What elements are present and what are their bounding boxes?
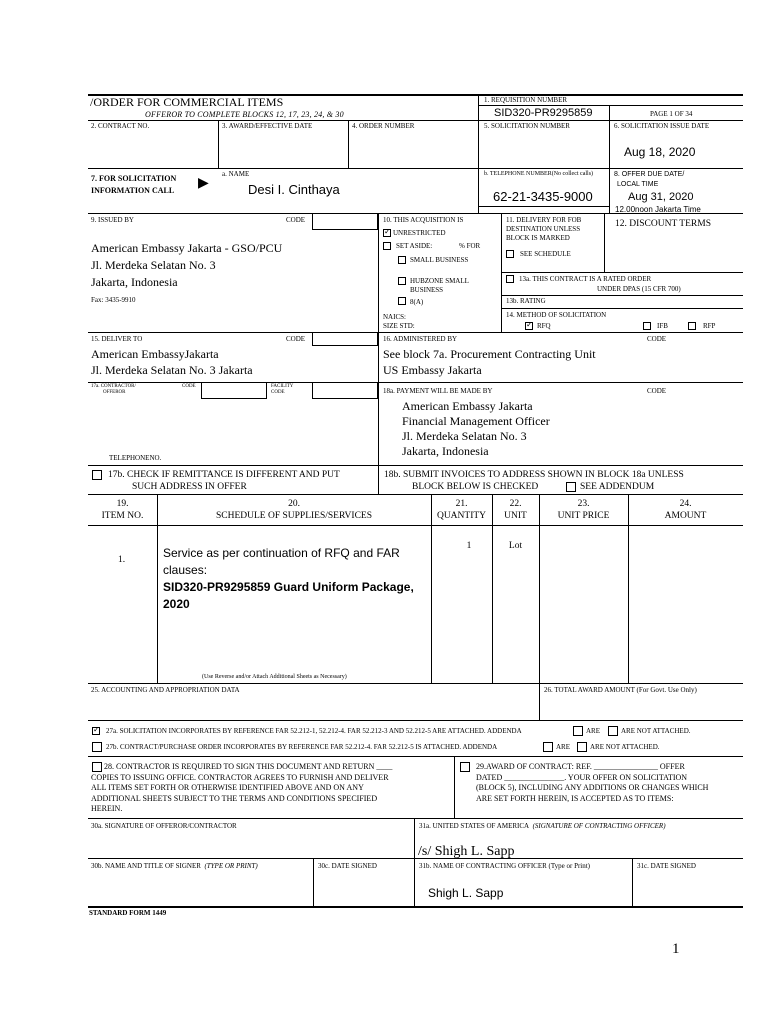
hubzone-label: HUBZONE SMALL BUSINESS <box>410 277 469 294</box>
payment-line-3: Jl. Merdeka Selatan No. 3 <box>402 429 527 443</box>
offer-due-date: Aug 31, 2020 <box>628 191 694 203</box>
b29-line-3: (BLOCK 5), INCLUDING ANY ADDITIONS OR CHANGES WHICH <box>476 783 709 792</box>
b16-label: 16. ADMINISTERED BY <box>383 335 458 343</box>
b7a-label: a. NAME <box>222 170 250 178</box>
b14-label: 14. METHOD OF SOLICITATION <box>506 311 607 319</box>
b15-code-box <box>312 332 378 346</box>
offer-due-time: 12.00noon Jakarta Time <box>615 205 701 214</box>
arrow-right-icon: ▶ <box>198 176 209 191</box>
b27a-not: ARE NOT ATTACHED. <box>621 727 691 735</box>
col-quantity: 21. QUANTITY <box>436 499 487 521</box>
b17b-line-1: 17b. CHECK IF REMITTANCE IS DIFFERENT AND PUT <box>108 470 340 480</box>
form-subtitle: OFFEROR TO COMPLETE BLOCKS 12, 17, 23, 24, & 30 <box>145 110 344 119</box>
b30a-label: 30a. SIGNATURE OF OFFEROR/CONTRACTOR <box>91 822 237 830</box>
b5-label: 5. SOLICITATION NUMBER <box>484 122 570 130</box>
contact-name: Desi I. Cinthaya <box>248 182 340 197</box>
issuer-line-2: Jl. Merdeka Selatan No. 3 <box>91 258 216 272</box>
use-reverse-note: (Use Reverse and/or Attach Additional Sheets as Necessary) <box>202 674 347 680</box>
facility-label-2: CODE <box>271 390 285 395</box>
b27b-checkbox[interactable] <box>92 742 102 752</box>
b29-checkbox[interactable] <box>460 762 470 772</box>
item-unit: Lot <box>508 541 523 551</box>
b29-line-4: ARE SET FORTH HEREIN, IS ACCEPTED AS TO ITEMS: <box>476 793 674 803</box>
size-std-label: SIZE STD: <box>383 322 415 330</box>
b31a-label: 31a. UNITED STATES OF AMERICA (SIGNATURE OF CONTRACTING OFFICER) <box>419 822 666 830</box>
rfq-checkbox[interactable] <box>525 322 533 330</box>
b29-line-2: DATED _______________. YOUR OFFER ON SOLICITATION <box>476 772 688 782</box>
b15-code-label: CODE <box>286 335 306 343</box>
b13a-label-2: UNDER DPAS (15 CFR 700) <box>597 285 681 293</box>
b27a-not-checkbox[interactable] <box>608 726 618 736</box>
administered-line-2: US Embassy Jakarta <box>383 363 482 377</box>
facility-code-box <box>312 382 378 399</box>
form-number: STANDARD FORM 1449 <box>89 909 167 917</box>
page-of: PAGE 1 OF 34 <box>650 110 693 118</box>
b27b-not-checkbox[interactable] <box>577 742 587 752</box>
b17a-code-label: CODE <box>182 384 196 389</box>
b27b-are: ARE <box>556 743 570 751</box>
rated-order-checkbox[interactable] <box>506 275 514 283</box>
b3-label: 3. AWARD/EFFECTIVE DATE <box>222 122 313 130</box>
b11-label: 11. DELIVERY FOR FOB DESTINATION UNLESS BLOCK IS MARKED <box>506 216 582 242</box>
b18a-code-label: CODE <box>647 387 667 395</box>
unrestricted-checkbox[interactable] <box>383 229 391 237</box>
b25-label: 25. ACCOUNTING AND APPROPRIATION DATA <box>91 686 240 694</box>
form-title: /ORDER FOR COMMERCIAL ITEMS <box>90 95 284 109</box>
deliver-to-line-1: American EmbassyJakarta <box>91 347 219 361</box>
issuer-line-3: Jakarta, Indonesia <box>91 275 178 289</box>
b8-label2: LOCAL TIME <box>617 181 659 188</box>
facility-label-1: FACILITY <box>271 384 294 389</box>
col-schedule: 20. SCHEDULE OF SUPPLIES/SERVICES <box>215 499 373 521</box>
small-business-checkbox[interactable] <box>398 256 406 264</box>
b30b-label: 30b. NAME AND TITLE OF SIGNER (TYPE OR PRINT) <box>91 862 258 870</box>
b27a-are-checkbox[interactable] <box>573 726 583 736</box>
b8-label1: 8. OFFER DUE DATE/ <box>614 171 685 178</box>
b31c-label: 31c. DATE SIGNED <box>637 862 696 870</box>
unrestricted-label: UNRESTRICTED <box>393 229 446 237</box>
b29-line-1: 29.AWARD OF CONTRACT: REF. ________________ OFFER <box>476 762 685 771</box>
b7b-label: b. TELEPHONE NUMBER(No collect calls) <box>484 171 594 177</box>
b27b-text: 27b. CONTRACT/PURCHASE ORDER INCORPORATES BY REFERENCE FAR 52.212-4. FAR 52.212-5 IS ATTACHED. ADDENDA <box>106 743 498 751</box>
col-item-no: 19. ITEM NO. <box>101 499 144 521</box>
b2-label: 2. CONTRACT NO. <box>91 122 150 130</box>
b27b-not: ARE NOT ATTACHED. <box>590 743 660 751</box>
administered-line-1: See block 7a. Procurement Contracting Unit <box>383 347 596 361</box>
b17b-line-2: SUCH ADDRESS IN OFFER <box>132 482 247 492</box>
b4-label: 4. ORDER NUMBER <box>352 122 415 130</box>
contracting-officer-name: Shigh L. Sapp <box>428 886 504 900</box>
ifb-checkbox[interactable] <box>643 322 651 330</box>
b28-line-1: 28. CONTRACTOR IS REQUIRED TO SIGN THIS DOCUMENT AND RETURN ____ <box>104 762 393 771</box>
b27a-checkbox[interactable] <box>92 727 100 735</box>
b31b-label: 31b. NAME OF CONTRACTING OFFICER (Type or Print) <box>419 862 591 870</box>
issuer-line-1: American Embassy Jakarta - GSO/PCU <box>91 241 283 255</box>
set-aside-checkbox[interactable] <box>383 242 391 250</box>
payment-line-1: American Embassy Jakarta <box>402 399 533 413</box>
see-schedule-label: SEE SCHEDULE <box>520 250 571 258</box>
b28-line-2: COPIES TO ISSUING OFFICE. CONTRACTOR AGREES TO FURNISH AND DELIVER <box>91 772 389 782</box>
b18a-label: 18a. PAYMENT WILL BE MADE BY <box>383 387 493 395</box>
b6-label: 6. SOLICITATION ISSUE DATE <box>614 122 710 130</box>
see-addendum-checkbox[interactable] <box>566 482 576 492</box>
remittance-checkbox[interactable] <box>92 470 102 480</box>
b28-line-4: ADDITIONAL SHEETS SUBJECT TO THE TERMS AND CONDITIONS SPECIFIED <box>91 793 378 803</box>
officer-signature: /s/ Shigh L. Sapp <box>418 844 515 859</box>
payment-line-2: Financial Management Officer <box>402 414 550 428</box>
b17a-code-box <box>201 382 267 399</box>
b18b-line-1: 18b. SUBMIT INVOICES TO ADDRESS SHOWN IN BLOCK 18a UNLESS <box>384 470 684 480</box>
b16-code-label: CODE <box>647 335 667 343</box>
payment-line-4: Jakarta, Indonesia <box>402 444 489 458</box>
b18b-line-2: BLOCK BELOW IS CHECKED <box>412 482 539 492</box>
b12-label: 12. DISCOUNT TERMS <box>615 219 711 229</box>
b9-code-box <box>312 213 378 230</box>
rfp-label: RFP <box>703 322 716 330</box>
col-unit-price: 23. UNIT PRICE <box>557 499 610 521</box>
b28-line-3: ALL ITEMS SET FORTH OR OTHERWISE IDENTIFIED ABOVE AND ON ANY <box>91 783 364 792</box>
b13a-label: 13a. THIS CONTRACT IS A RATED ORDER <box>519 275 652 283</box>
naics-label: NAICS: <box>383 313 406 321</box>
see-addendum-label: SEE ADDENDUM <box>580 482 655 492</box>
eight-a-checkbox[interactable] <box>398 297 406 305</box>
eight-a-label: 8(A) <box>410 298 424 306</box>
b27a-are: ARE <box>586 727 600 735</box>
b9-code-label: CODE <box>286 216 306 224</box>
set-aside-label: SET ASIDE: <box>396 242 433 250</box>
telephone-label: TELEPHONENO. <box>109 454 162 462</box>
b15-label: 15. DELIVER TO <box>91 335 143 343</box>
pct-for-label: % FOR <box>459 242 481 250</box>
b28-checkbox[interactable] <box>92 762 102 772</box>
b26-label: 26. TOTAL AWARD AMOUNT (For Govt. Use Only) <box>544 686 697 694</box>
b30c-label: 30c. DATE SIGNED <box>318 862 377 870</box>
item-number: 1. <box>118 555 126 565</box>
col-amount: 24. AMOUNT <box>664 499 707 521</box>
b27b-are-checkbox[interactable] <box>543 742 553 752</box>
ifb-label: IFB <box>657 322 668 330</box>
b9-label: 9. ISSUED BY <box>91 216 134 224</box>
item-description: Service as per continuation of RFQ and FAR clauses: SID320-PR9295859 Guard Uniform Package, 2020 <box>163 546 414 611</box>
rfq-label: RFQ <box>537 322 551 330</box>
b7-label: 7. FOR SOLICITATION INFORMATION CALL <box>91 174 177 195</box>
hubzone-checkbox[interactable] <box>398 277 406 285</box>
requisition-number: SID320-PR9295859 <box>494 107 593 119</box>
col-unit: 22. UNIT <box>504 499 527 521</box>
b13b-label: 13b. RATING <box>506 297 546 305</box>
rfp-checkbox[interactable] <box>688 322 696 330</box>
item-quantity: 1 <box>466 541 472 551</box>
b10-label: 10. THIS ACQUISITION IS <box>383 216 464 224</box>
b28-line-5: HEREIN. <box>91 804 123 813</box>
see-schedule-checkbox[interactable] <box>506 250 514 258</box>
b1-label: 1. REQUISITION NUMBER <box>484 96 568 104</box>
issuer-fax: Fax: 3435-9910 <box>91 296 136 304</box>
deliver-to-line-2: Jl. Merdeka Selatan No. 3 Jakarta <box>91 363 253 377</box>
b17a-label-2: OFFEROR <box>103 390 126 395</box>
contact-phone: 62-21-3435-9000 <box>493 189 593 204</box>
small-business-label: SMALL BUSINESS <box>410 256 469 264</box>
page-number: 1 <box>672 941 680 957</box>
b17a-label-1: 17a. CONTRACTOR/ <box>91 384 136 389</box>
b27a-text: 27a. SOLICITATION INCORPORATES BY REFERENCE FAR 52.212-1, 52.212-4. FAR 52.212-3 AND 52.212-5 ARE ATTACHED. ADDENDA <box>106 727 522 735</box>
issue-date: Aug 18, 2020 <box>624 145 696 159</box>
